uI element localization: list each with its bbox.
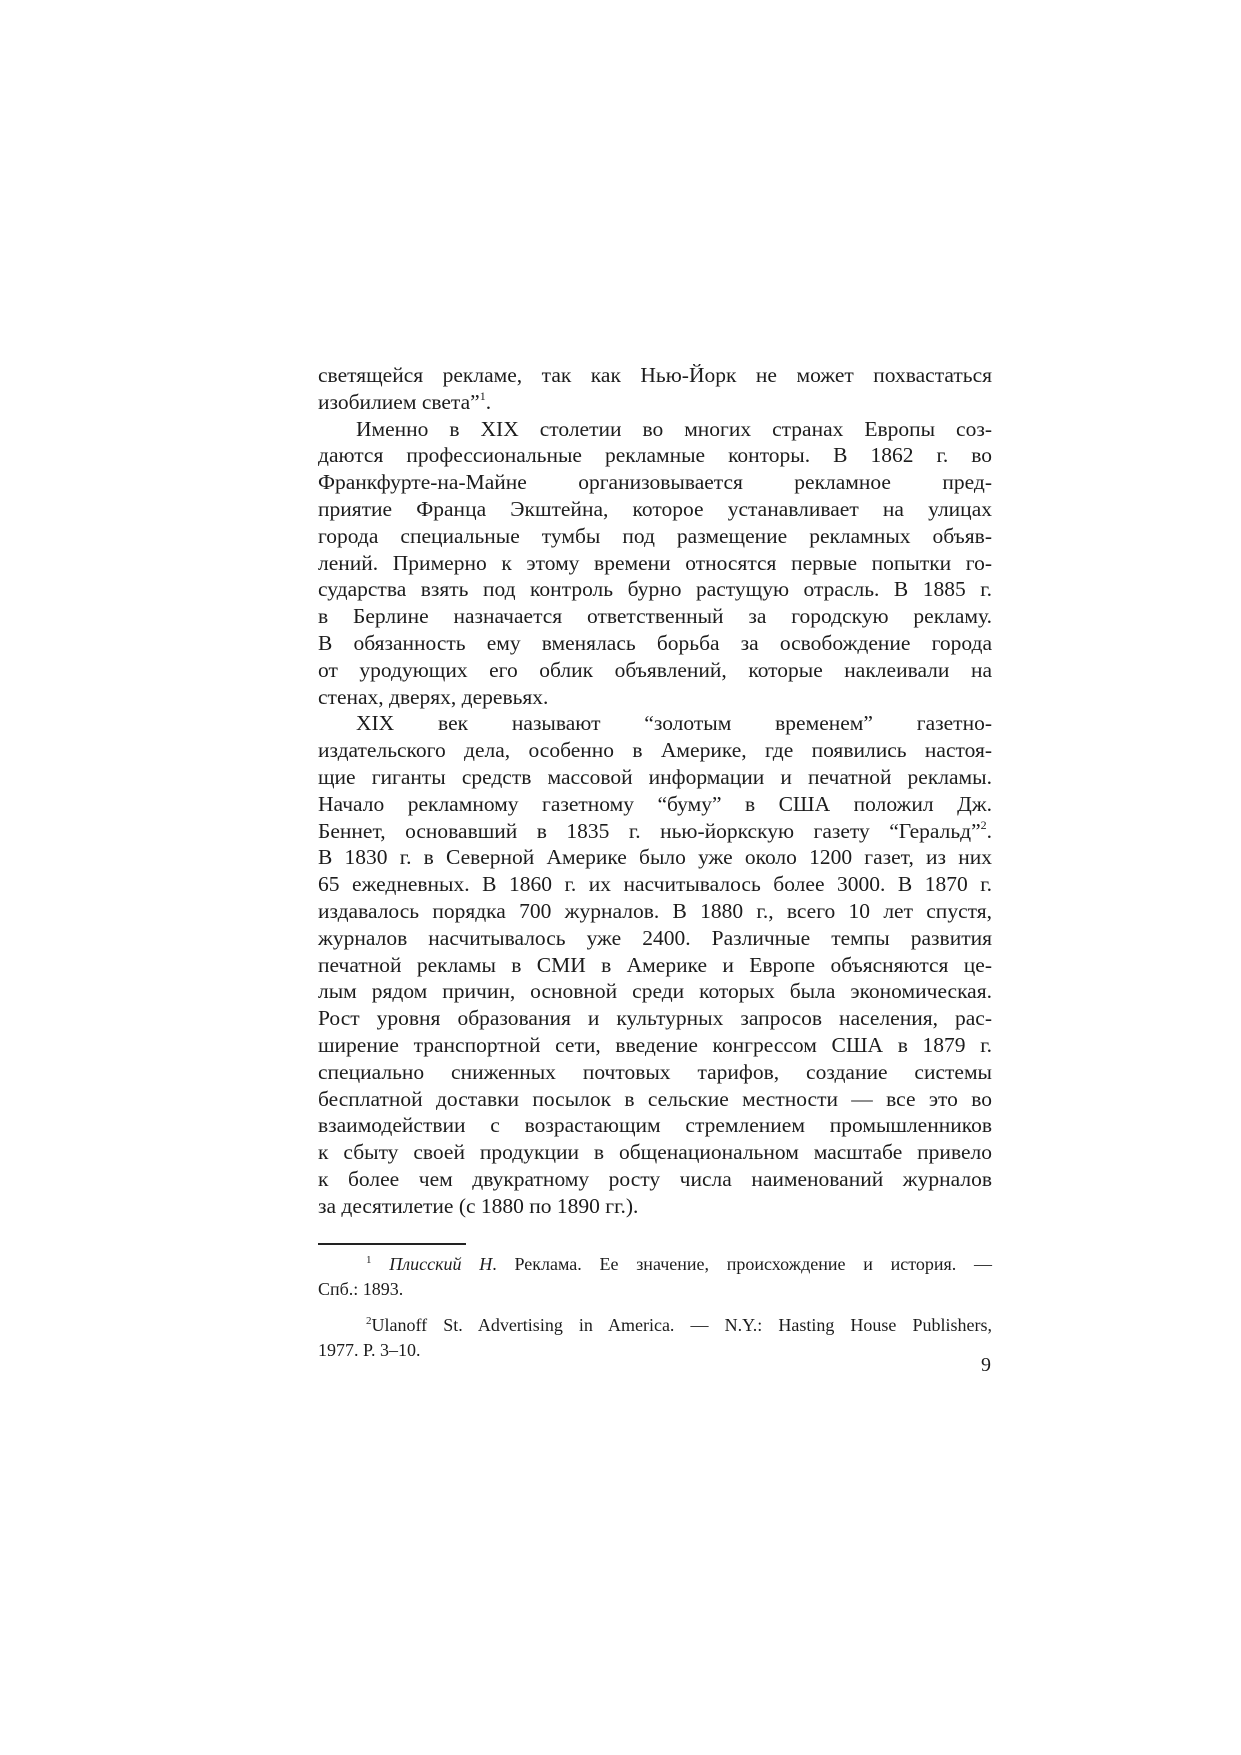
footnote-1: [318, 1252, 992, 1277]
text-line: издавалось порядка 700 журналов. В 1880 г., всего 10 лет спустя,: [318, 898, 992, 923]
footnote-marker: 2: [980, 817, 987, 832]
footnotes: [318, 1252, 992, 1363]
text-line: Начало рекламному газетному “буму” в США положил Дж.: [318, 791, 992, 816]
text-line: стенах, дверях, деревьях.: [318, 684, 549, 709]
text-line: специально сниженных почтовых тарифов, создание системы: [318, 1059, 992, 1084]
footnote-number: 1: [366, 1254, 372, 1266]
text-line: города специальные тумбы под размещение рекламных объяв-: [318, 523, 992, 548]
text-segment: Беннет, основавший в 1835 г. нью-йоркскую газету “Геральд”: [318, 818, 981, 843]
text-line: за десятилетие (с 1880 по 1890 гг.).: [318, 1193, 639, 1218]
text-line: В обязанность ему вменялась борьба за освобождение города: [318, 630, 992, 655]
footnote-author: Плисский Н: [389, 1254, 493, 1274]
footnote-2-continuation: 1977. P. 3–10.: [318, 1340, 421, 1360]
text-segment: .: [485, 389, 492, 414]
text-line: журналов насчитывалось уже 2400. Различные темпы развития: [318, 925, 992, 950]
body-text: [318, 362, 992, 1220]
text-segment: изобилием света”: [318, 389, 480, 414]
footnote-marker: 1: [479, 388, 486, 403]
text-line: [318, 389, 992, 416]
text-line: приятие Франца Экштейна, которое устанавливает на улицах: [318, 496, 992, 521]
footnote-text: Ulanoff St. Advertising in America. — N.Y.: Hasting House Publishers,: [371, 1315, 992, 1335]
text-line: ширение транспортной сети, введение конгрессом США в 1879 г.: [318, 1032, 992, 1057]
text-line: [318, 818, 992, 845]
text-line: печатной рекламы в СМИ в Америке и Европе объясняются це-: [318, 952, 992, 977]
text-line: лений. Примерно к этому времени относятся первые попытки го-: [318, 550, 992, 575]
paragraph-start-line: Именно в XIX столетии во многих странах Европы соз-: [356, 416, 992, 441]
footnote-number: 2: [366, 1315, 372, 1327]
footnote-divider: [318, 1243, 466, 1245]
text-line: к сбыту своей продукции в общенациональном масштабе привело: [318, 1140, 992, 1165]
text-line: бесплатной доставки посылок в сельские местности — все это во: [318, 1086, 992, 1111]
text-line: взаимодействии с возрастающим стремлением промышленников: [318, 1113, 992, 1138]
page-number: 9: [981, 1354, 991, 1376]
text-line: в Берлине назначается ответственный за городскую рекламу.: [318, 604, 992, 629]
text-line: Франкфурте-на-Майне организовывается рекламное пред-: [318, 470, 992, 495]
text-line: к более чем двукратному росту числа наименований журналов: [318, 1166, 992, 1191]
text-line: даются профессиональные рекламные конторы. В 1862 г. во: [318, 443, 992, 468]
text-line: светящейся рекламе, так как Нью-Йорк не может похвастаться: [318, 363, 992, 387]
text-line: Рост уровня образования и культурных запросов населения, рас-: [318, 1006, 992, 1031]
footnote-2: [318, 1313, 992, 1338]
footnote-text: . Реклама. Ее значение, происхождение и история. —: [492, 1254, 992, 1274]
text-line: от уродующих его облик объявлений, которые наклеивали на: [318, 657, 992, 682]
text-line: издательского дела, особенно в Америке, где появились настоя-: [318, 738, 992, 763]
text-segment: .: [986, 818, 992, 843]
text-line: сударства взять под контроль бурно растущую отрасль. В 1885 г.: [318, 577, 992, 602]
text-line: 65 ежедневных. В 1860 г. их насчитывалось более 3000. В 1870 г.: [318, 872, 992, 897]
paragraph-start-line: XIX век называют “золотым временем” газетно-: [356, 711, 992, 736]
text-line: В 1830 г. в Северной Америке было уже около 1200 газет, из них: [318, 845, 992, 870]
text-line: щие гиганты средств массовой информации и печатной рекламы.: [318, 764, 992, 789]
footnote-1-continuation: Спб.: 1893.: [318, 1279, 404, 1299]
text-line: лым рядом причин, основной среди которых была экономическая.: [318, 979, 992, 1004]
